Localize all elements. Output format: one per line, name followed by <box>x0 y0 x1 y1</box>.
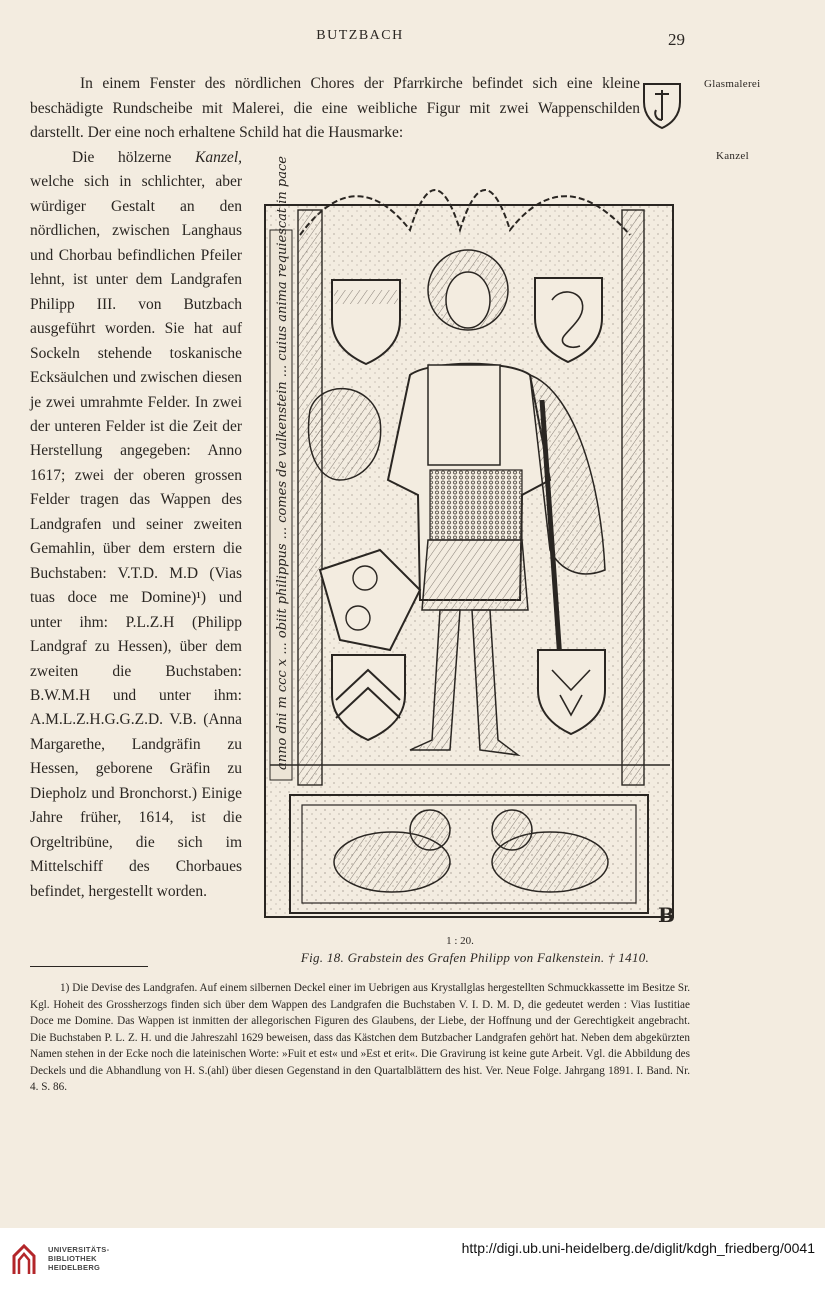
footnote: 1) Die Devise des Landgrafen. Auf einem silbernen Deckel einer im Uebrigen aus Krystallglas hergestellten Schmuckkassette im Besitze Sr. Kgl. Hoheit des Grossherzogs finden sich über dem Wappen des Landgrafen die Buchstaben V. I. D. M. D, die gedeutet werden : Vias Iustitiae Doce me Domine. Das Wappen ist inmitten der allegorischen Figuren des Glaubens, der Liebe, der Hoffnung und der Gerechtigkeit angebracht. Die Buchstaben P. L. Z. H. und die Jahreszahl 1629 beweisen, dass das Kästchen dem Butzbacher Landgrafen gehört hat. Neben dem abgekürzten Namen stehen in der Ecke noch die lateinischen Worte: »Fuit et est« und »Est et erit«. Die Gravirung ist keine gute Arbeit. Vgl. die Abbildung des Deckels und die Abhandlung von H. S.(ahl) über diesen Gegenstand in den Quartalblättern des hist. Ver. Neue Folge. Jahrgang 1891. I. Band. Nr. 4. S. 86. <box>30 982 690 1093</box>
hausmarke-shield-icon <box>638 80 686 130</box>
kanzel-paragraph: Die hölzerne Kanzel, welche sich in schlichter, aber würdiger Gestalt an den nördlichen, zwischen Langhaus und Chorbau befindlichen Pfeiler lehnt, ist unter dem Landgrafen Philipp III. von Butzbach ausgeführt worden. Sie hat auf Sockeln stehende toskanische Ecksäulchen und zwischen diesen je zwei umrahmte Felder. In zwei der unteren Felder ist die Zeit der Herstellung angegeben: Anno 1617; zwei der oberen grossen Felder tragen das Wappen des Landgrafen und seiner zweiten Gemahlin, über dem erstern die Buchstaben: V.T.D. M.D (Vias tuas doce me Domine)¹) und unter ihm: P.L.Z.H (Philipp Landgraf zu Hessen), über dem zweiten die Buchstaben: B.W.M.H und unter ihm: A.M.L.Z.H.G.G.Z.D. V.B. (Anna Margarethe, Landgräfin zu Hessen, geborene Gräfin zu Diepholz und Bronchorst.) Einige Jahre früher, 1614, ist die Orgeltribüne, die sich im Mittelschiff des Chorbaues befindet, hergestellt worden. <box>30 149 242 900</box>
figure-caption: Fig. 18. Grabstein des Grafen Philipp von Falkenstein. † 1410. <box>300 950 650 965</box>
intro-paragraph: In einem Fenster des nördlichen Chores der Pfarrkirche befindet sich eine kleine beschädigte Rundscheibe mit Malerei, die eine weibliche Figur mit zwei Wappenschilden darstellt. Der eine noch erhaltene Schild hat die Hausmarke: <box>30 75 640 141</box>
viewer-footer <box>0 1228 825 1290</box>
library-name: UNIVERSITÄTS- BIBLIOTHEK HEIDELBERG <box>48 1245 110 1272</box>
source-url-link[interactable]: http://digi.ub.uni-heidelberg.de/diglit/kdgh_friedberg/0041 <box>461 1240 815 1256</box>
university-library-logo-icon <box>10 1240 38 1278</box>
figure-scale: 1 : 20. <box>446 935 474 947</box>
monogram: B <box>658 903 675 927</box>
running-header: BUTZBACH <box>316 28 404 43</box>
kanzel-term: Kanzel, <box>195 149 242 166</box>
page-number: 29 <box>668 30 685 49</box>
footnote-divider <box>30 966 148 967</box>
tombstone-engraving <box>260 150 680 930</box>
margin-note-kanzel: Kanzel <box>716 150 749 162</box>
tombstone-inscription: anno dni m ccc x ... obiit philippus ... comes de valkenstein ... cuius anima requiescat in pace <box>275 156 290 770</box>
margin-note-glasmalerei: Glasmalerei <box>704 78 761 90</box>
